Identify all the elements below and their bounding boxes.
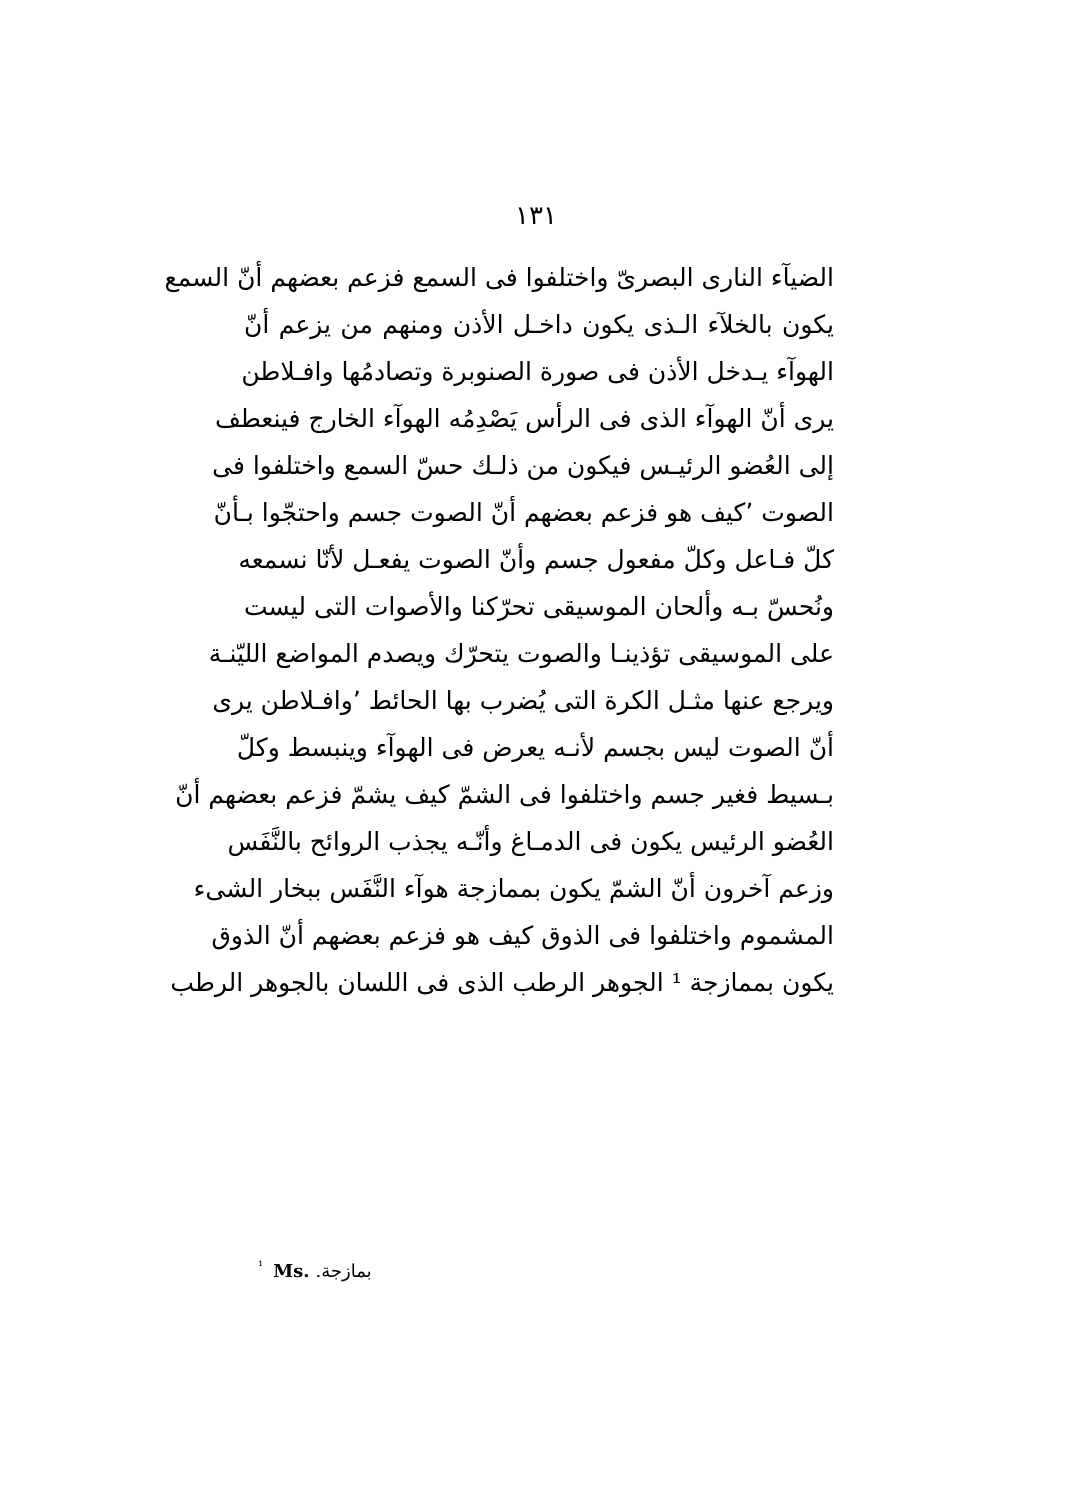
page-number: ١٣١ (515, 201, 557, 231)
text-line: كلّ فـاعل وكلّ مفعول جسم وأنّ الصوت يفعـل لأنّا نسمعه (238, 545, 834, 574)
footnote-label: Ms. (273, 1261, 310, 1282)
text-line: العُضو الرئيس يكون فى الدمـاغ وأنّـه يجذب الروائح بالنَّفَس (227, 827, 834, 856)
text-line: يكون بالخلآء الـذى يكون داخـل الأذن ومنهم من يزعم أنّ (244, 310, 834, 339)
text-line: الضيآء النارى البصرىّ واختلفوا فى السمع فزعم بعضهم أنّ السمع (164, 263, 834, 292)
text-line: على الموسيقى تؤذينـا والصوت يتحرّك ويصدم المواضع الليّنـة (208, 639, 834, 668)
text-line: ويرجع عنها مثـل الكرة التى يُضرب بها الحائط ٬وافـلاطن يرى (212, 686, 834, 715)
text-line: أنّ الصوت ليس بجسم لأنـه يعرض فى الهوآء وينبسط وكلّ (236, 733, 834, 762)
footnote-marker: ¹ (258, 1259, 264, 1274)
text-line: بـسيط فغير جسم واختلفوا فى الشمّ كيف يشمّ فزعم بعضهم أنّ (175, 780, 834, 809)
text-line: المشموم واختلفوا فى الذوق كيف هو فزعم بعضهم أنّ الذوق (211, 921, 834, 950)
text-line: ونُحسّ بـه وألحان الموسيقى تحرّكنا والأصوات التى ليست (244, 592, 834, 621)
text-line: إلى العُضو الرئيـس فيكون من ذلـك حسّ السمع واختلفوا فى (212, 451, 834, 480)
text-line: يكون بممازجة ¹ الجوهر الرطب الذى فى اللسان بالجوهر الرطب (170, 968, 834, 997)
text-line: الهوآء يـدخل الأذن فى صورة الصنوبرة وتصادمُها وافـلاطن (241, 357, 834, 386)
footnote-text: بمازجة. (315, 1261, 372, 1282)
footnote (258, 1252, 372, 1287)
text-line: الصوت ٬كيف هو فزعم بعضهم أنّ الصوت جسم واحتجّوا بـأنّ (213, 498, 834, 527)
text-line: يرى أنّ الهوآء الذى فى الرأس يَصْدِمُه الهوآء الخارج فينعطف (215, 404, 834, 433)
text-line: وزعم آخرون أنّ الشمّ يكون بممازجة هوآء النَّفَس ببخار الشىء (193, 874, 834, 903)
main-text (164, 254, 834, 1006)
